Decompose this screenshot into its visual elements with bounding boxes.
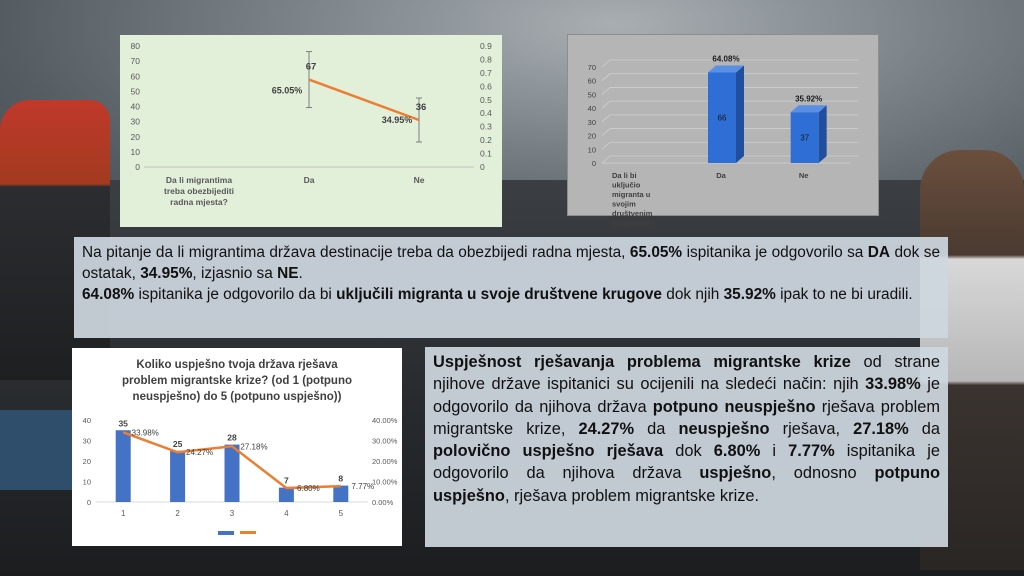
text-run: rješava, xyxy=(769,419,854,438)
y-left-tick-label: 10 xyxy=(82,477,91,487)
x-tick-label: 4 xyxy=(284,509,289,518)
y-right-tick-label: 30.00% xyxy=(372,436,398,446)
chart-work-places xyxy=(120,35,502,227)
grid-line-depth xyxy=(602,60,610,67)
text-run: ispitanika je odgovorilo da bi xyxy=(134,286,337,303)
chart-social-circles xyxy=(567,34,879,228)
y-tick-label: 70 xyxy=(587,63,596,72)
y-tick-label: 20 xyxy=(587,131,596,141)
data-label-count: 67 xyxy=(305,61,317,73)
y-left-tick-label: 20 xyxy=(82,457,91,466)
data-label-percent: 7.77% xyxy=(351,482,375,492)
y-left-tick-label: 10 xyxy=(130,146,140,157)
y-left-tick-label: 60 xyxy=(130,71,140,82)
y-left-tick-label: 40 xyxy=(82,416,91,425)
text-run: , odnosno xyxy=(771,464,875,483)
y-left-tick-label: 30 xyxy=(130,116,140,127)
x-tick-label: Da li bi uključio migranta u svojim društvenim krugovima? xyxy=(612,171,655,228)
bar xyxy=(225,445,240,502)
grid-line-depth xyxy=(602,115,610,122)
y-right-tick-label: 0.9 xyxy=(480,41,492,51)
chart-state-success-svg xyxy=(72,348,402,546)
y-right-tick-label: 0.1 xyxy=(480,148,492,159)
text-run: . xyxy=(298,265,303,282)
text-run: potpuno neuspješno xyxy=(652,397,816,416)
data-label-percent: 35.92% xyxy=(795,94,823,104)
text-run: uspješno xyxy=(699,464,772,483)
y-left-tick-label: 50 xyxy=(130,86,140,97)
y-tick-label: 10 xyxy=(587,145,596,155)
text-run: polovično uspješno rješava xyxy=(433,442,664,461)
y-left-tick-label: 30 xyxy=(82,436,91,446)
data-label-percent: 33.98% xyxy=(131,428,159,438)
x-tick-label: Da li migrantima treba obezbijediti radna mjesta? xyxy=(164,175,234,207)
data-label-count: 36 xyxy=(415,102,427,114)
text-run: od strane njihove države ispitanici su ocijenili na sledeći način: njih xyxy=(433,353,940,394)
y-right-tick-label: 20.00% xyxy=(372,457,398,466)
text-run: 34.95% xyxy=(140,265,193,282)
y-left-tick-label: 20 xyxy=(130,131,140,142)
x-tick-label: 5 xyxy=(338,509,344,518)
text-run: Na pitanje da li migrantima država destinacije treba da obezbijedi radna mjesta, xyxy=(82,244,630,261)
paragraph-state-success xyxy=(433,351,940,507)
paragraph-social xyxy=(82,284,940,305)
grid-line-depth xyxy=(602,156,610,163)
y-left-tick-label: 40 xyxy=(130,101,140,112)
chart-title: Koliko uspješno tvoja država rješava problem migrantske krize? (od 1 (potpuno neuspješno) do 5 (potpuno uspješno)) xyxy=(121,359,353,403)
text-run: 27.18% xyxy=(853,419,909,438)
chart-social-circles-svg xyxy=(568,35,878,228)
x-tick-label: 1 xyxy=(120,509,126,518)
text-run: 35.92% xyxy=(723,286,776,303)
data-label-count: 35 xyxy=(118,418,128,429)
data-label-percent: 24.27% xyxy=(186,448,214,458)
text-run: 65.05% xyxy=(629,244,683,261)
bar xyxy=(170,451,185,502)
text-run: da xyxy=(634,419,679,438)
data-label-percent: 6.80% xyxy=(297,484,320,494)
grid-line-depth xyxy=(602,74,610,81)
text-run: potpuno uspješno xyxy=(433,464,940,505)
text-run: ispitanika je odgovorilo sa xyxy=(682,244,868,261)
grid-line-depth xyxy=(602,101,610,108)
y-tick-label: 50 xyxy=(587,90,596,100)
y-left-tick-label: 0 xyxy=(135,162,140,172)
text-run: dok xyxy=(663,442,714,461)
text-block-jobs-social xyxy=(74,237,948,338)
y-right-tick-label: 0.7 xyxy=(480,67,492,78)
bar-side xyxy=(736,65,744,163)
x-tick-label: Ne xyxy=(413,175,425,185)
text-run: dok se ostatak, xyxy=(82,244,941,282)
x-tick-label: Da xyxy=(716,171,726,180)
y-right-tick-label: 0.00% xyxy=(372,498,394,507)
y-tick-label: 40 xyxy=(587,104,596,114)
data-label-count: 7 xyxy=(284,475,289,486)
y-tick-label: 60 xyxy=(587,76,596,86)
y-tick-label: 30 xyxy=(587,117,596,127)
text-run: rješava problem migrantske krize, xyxy=(433,397,940,438)
text-run: neuspješno xyxy=(678,419,770,438)
bar-side xyxy=(819,105,827,163)
bar xyxy=(116,430,131,502)
data-label-percent: 34.95% xyxy=(381,115,413,126)
y-right-tick-label: 0.5 xyxy=(480,94,492,105)
y-left-tick-label: 70 xyxy=(130,56,140,67)
text-run: ispitanika je odgovorilo da njihova država xyxy=(433,442,940,483)
text-run: , rješava problem migrantske krize. xyxy=(504,486,760,505)
y-right-tick-label: 0 xyxy=(480,162,485,172)
series-line xyxy=(309,80,419,120)
legend-swatch-bar xyxy=(218,531,234,535)
data-label-count: 28 xyxy=(227,432,237,443)
data-label-count: 25 xyxy=(172,438,183,449)
text-block-state-success xyxy=(425,347,948,547)
bar xyxy=(279,488,294,502)
x-tick-label: Da xyxy=(303,175,315,185)
data-label-percent: 27.18% xyxy=(240,442,268,452)
text-run: 33.98% xyxy=(865,375,921,394)
text-run: ipak to ne bi uradili. xyxy=(775,286,913,303)
text-run: , izjasnio sa xyxy=(192,265,278,282)
y-right-tick-label: 0.8 xyxy=(480,54,492,65)
legend-swatch-line xyxy=(240,531,256,534)
text-run: Uspješnost rješavanja problema migrantske krize xyxy=(433,353,851,371)
paragraph-jobs xyxy=(82,242,940,284)
grid-line-depth xyxy=(602,142,610,149)
data-label-percent: 64.08% xyxy=(712,54,740,64)
grid-line-depth xyxy=(602,87,610,94)
x-tick-label: 3 xyxy=(229,509,235,518)
x-tick-label: 2 xyxy=(175,509,180,518)
text-run: 6.80% xyxy=(713,442,761,461)
y-left-tick-label: 0 xyxy=(86,498,91,507)
data-label-percent: 65.05% xyxy=(271,85,303,96)
x-tick-label: Ne xyxy=(798,171,809,180)
data-label-count: 66 xyxy=(717,113,727,123)
data-label-count: 8 xyxy=(338,473,344,484)
chart-state-success xyxy=(72,348,402,546)
text-run: DA xyxy=(867,244,891,261)
text-run: da xyxy=(908,419,940,438)
y-right-tick-label: 10.00% xyxy=(372,477,398,487)
text-run: dok njih xyxy=(662,286,724,303)
y-tick-label: 0 xyxy=(591,159,596,168)
y-right-tick-label: 40.00% xyxy=(372,416,398,425)
data-label-count: 37 xyxy=(800,133,810,143)
text-run: uključili migranta u svoje društvene krugove xyxy=(336,286,662,303)
text-run: 7.77% xyxy=(788,442,835,461)
grid-line-depth xyxy=(602,129,610,136)
y-left-tick-label: 80 xyxy=(130,41,140,51)
bar xyxy=(333,486,348,502)
chart-work-places-svg xyxy=(120,35,502,227)
text-run: 24.27% xyxy=(578,419,635,438)
y-right-tick-label: 0.6 xyxy=(480,81,492,92)
text-run: 64.08% xyxy=(82,286,135,303)
text-run: je odgovorilo da njihova država xyxy=(433,375,941,416)
text-run: i xyxy=(760,442,789,461)
y-right-tick-label: 0.3 xyxy=(480,121,492,132)
y-right-tick-label: 0.4 xyxy=(480,108,492,119)
y-right-tick-label: 0.2 xyxy=(480,135,492,146)
text-run: NE xyxy=(277,265,299,282)
